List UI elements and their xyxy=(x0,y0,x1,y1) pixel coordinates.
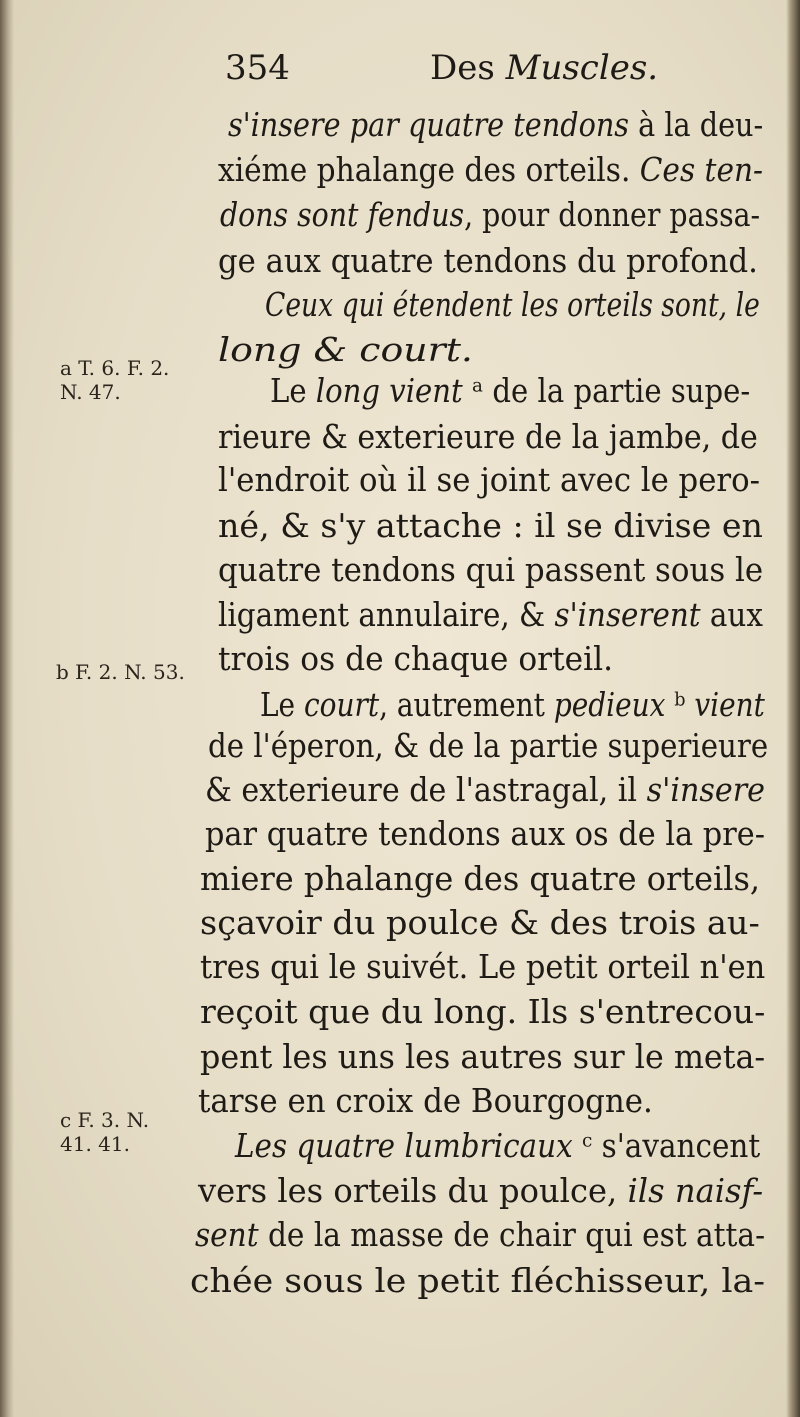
text-segment: tarse en croix de Bourgogne. xyxy=(198,1081,653,1120)
text-line xyxy=(228,105,764,144)
text-segment: ᵇ xyxy=(665,685,695,724)
text-segment: long vient xyxy=(315,371,463,410)
text-segment: , autrement xyxy=(379,685,554,724)
text-line xyxy=(205,770,765,809)
margin-note-b xyxy=(56,660,185,684)
text-line xyxy=(270,371,751,410)
margin-note-line: N. 47. xyxy=(60,380,121,404)
text-segment: s'insere par quatre tendons xyxy=(228,105,630,144)
text-segment: Ces ten- xyxy=(639,150,764,189)
text-line xyxy=(220,195,761,234)
text-segment: sent xyxy=(195,1215,259,1254)
text-line xyxy=(218,417,758,456)
text-segment: reçoit que du long. Ils s'entrecou- xyxy=(200,992,766,1031)
running-title-italic: Muscles. xyxy=(505,48,659,88)
text-line xyxy=(235,1126,761,1165)
text-segment: dons sont fendus xyxy=(220,195,465,234)
text-segment: Les quatre lumbricaux xyxy=(235,1126,573,1165)
text-segment: xiéme phalange des orteils. xyxy=(218,150,640,189)
text-segment: rieure & exterieure de la jambe, de xyxy=(218,417,758,456)
text-line xyxy=(190,1261,766,1300)
margin-note-line: b F. 2. N. 53. xyxy=(56,660,185,684)
text-segment: ils naisf- xyxy=(627,1171,764,1210)
text-segment: aux xyxy=(700,595,763,634)
text-segment: trois os de chaque orteil. xyxy=(218,639,614,678)
text-segment: Le xyxy=(270,371,316,410)
margin-note-line: 41. 41. xyxy=(60,1132,130,1156)
text-segment: s'insere xyxy=(646,770,765,809)
running-title-prefix: Des xyxy=(430,48,506,88)
text-segment: ᶜ s'avancent xyxy=(572,1126,761,1165)
text-segment: , pour donner passa- xyxy=(464,195,761,234)
text-segment: de la masse de chair qui est atta- xyxy=(258,1215,766,1254)
text-segment: l'endroit où il se joint avec le pero- xyxy=(218,460,760,499)
margin-note-line: c F. 3. N. xyxy=(60,1108,150,1132)
text-line xyxy=(218,595,763,634)
margin-note-line: a T. 6. F. 2. xyxy=(60,356,170,380)
running-title xyxy=(430,48,658,88)
text-line xyxy=(218,550,764,589)
text-segment: ligament annulaire, & xyxy=(218,595,555,634)
text-segment: vers les orteils du poulce, xyxy=(198,1171,628,1210)
text-segment: s'inserent xyxy=(554,595,701,634)
text-line xyxy=(218,506,763,545)
text-segment: chée sous le petit fléchisseur, la- xyxy=(190,1261,766,1300)
text-segment: Ceux qui étendent les orteils sont, le xyxy=(265,285,760,324)
text-segment: tres qui le suivét. Le petit orteil n'en xyxy=(200,947,766,986)
text-segment: ge aux quatre tendons du profond. xyxy=(218,241,758,280)
text-segment: par quatre tendons aux os de la pre- xyxy=(205,814,765,853)
text-line xyxy=(265,285,760,324)
text-line xyxy=(205,814,765,853)
text-segment: miere phalange des quatre orteils, xyxy=(200,859,761,898)
text-line xyxy=(198,1081,653,1120)
text-line xyxy=(200,947,766,986)
text-line xyxy=(200,859,761,898)
text-line xyxy=(218,150,764,189)
page-gutter xyxy=(0,0,14,1417)
text-line xyxy=(195,1215,766,1254)
page-edge xyxy=(786,0,800,1417)
page-number: 354 xyxy=(225,48,290,88)
running-header xyxy=(225,48,745,96)
text-segment: vient xyxy=(694,685,765,724)
text-segment: pedieux xyxy=(553,685,666,724)
text-segment: sçavoir du poulce & des trois au- xyxy=(200,903,760,942)
text-segment: court xyxy=(303,685,380,724)
text-segment: de l'éperon, & de la partie superieure xyxy=(208,726,769,765)
text-line xyxy=(218,241,758,280)
text-line xyxy=(218,460,760,499)
margin-note-c xyxy=(60,1108,149,1156)
text-segment: né, & s'y attache : il se divise en xyxy=(218,506,763,545)
text-line xyxy=(218,330,473,369)
text-line xyxy=(218,639,614,678)
text-segment: à la deu- xyxy=(629,105,764,144)
text-line xyxy=(200,1037,766,1076)
text-line xyxy=(208,726,769,765)
text-segment: Le xyxy=(260,685,304,724)
margin-note-a xyxy=(60,356,169,404)
text-segment: & exterieure de l'astragal, il xyxy=(205,770,647,809)
text-line xyxy=(200,992,766,1031)
text-line xyxy=(198,1171,764,1210)
text-line xyxy=(260,685,765,724)
text-segment: quatre tendons qui passent sous le xyxy=(218,550,764,589)
text-segment: long & court. xyxy=(218,330,473,369)
text-line xyxy=(200,903,760,942)
text-segment: ᵃ de la partie supe- xyxy=(462,371,751,410)
text-segment: pent les uns les autres sur le meta- xyxy=(200,1037,766,1076)
